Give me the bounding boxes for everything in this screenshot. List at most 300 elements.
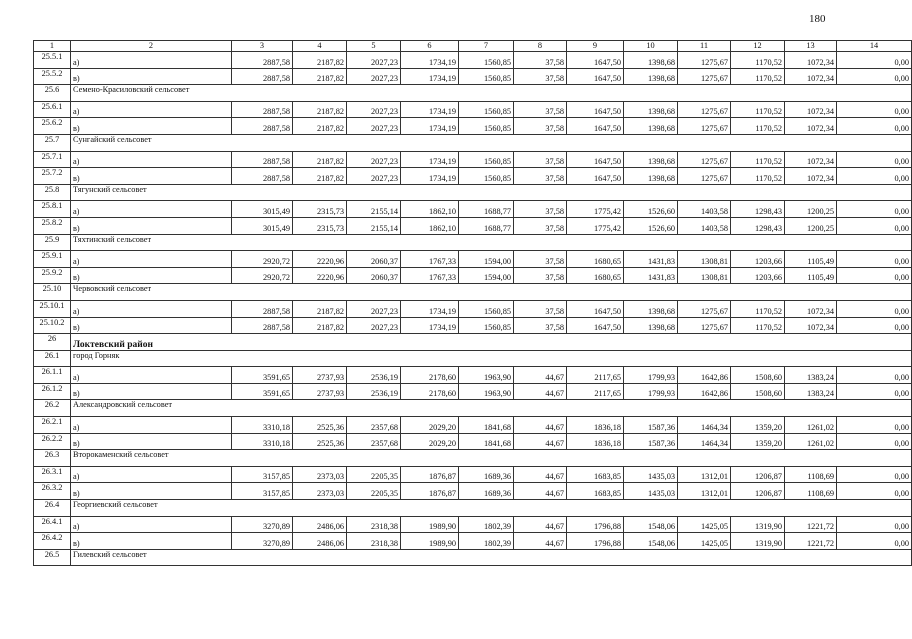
row-value: 1398,68	[624, 118, 678, 135]
row-value: 1170,52	[731, 68, 785, 85]
row-value: 1876,87	[401, 466, 459, 483]
row-value: 44,67	[514, 516, 567, 533]
row-value: 1072,34	[785, 52, 837, 69]
section-row	[34, 134, 912, 151]
row-value: 1963,90	[459, 383, 514, 400]
row-value: 1508,60	[731, 383, 785, 400]
row-value: 2029,20	[401, 433, 459, 450]
row-value: 2187,82	[293, 300, 347, 317]
row-value: 1221,72	[785, 533, 837, 550]
row-value: 2029,20	[401, 417, 459, 434]
row-value: 44,67	[514, 383, 567, 400]
row-value: 2155,14	[347, 201, 401, 218]
row-value: 1170,52	[731, 168, 785, 185]
row-code: 26.4	[34, 500, 71, 517]
row-value: 1734,19	[401, 151, 459, 168]
row-code: 25.6	[34, 85, 71, 102]
row-value: 2205,35	[347, 483, 401, 500]
row-value: 1105,49	[785, 251, 837, 268]
row-code: 25.7	[34, 134, 71, 151]
row-value: 44,67	[514, 417, 567, 434]
table-row	[34, 383, 912, 400]
row-value: 1435,03	[624, 483, 678, 500]
row-value: 1775,42	[567, 217, 624, 234]
table-row	[34, 118, 912, 135]
row-value: 1170,52	[731, 317, 785, 334]
row-value: 1862,10	[401, 201, 459, 218]
row-value: 37,58	[514, 201, 567, 218]
row-value: 2920,72	[232, 251, 293, 268]
row-value: 1464,34	[678, 417, 731, 434]
column-header: 3	[232, 41, 293, 52]
row-code: 26.5	[34, 549, 71, 566]
row-value: 1221,72	[785, 516, 837, 533]
row-value: 1642,86	[678, 367, 731, 384]
row-value: 44,67	[514, 466, 567, 483]
row-value: 2060,37	[347, 251, 401, 268]
row-value: 1802,39	[459, 516, 514, 533]
column-header: 13	[785, 41, 837, 52]
row-value: 1359,20	[731, 433, 785, 450]
row-value: 37,58	[514, 168, 567, 185]
row-value: 2187,82	[293, 118, 347, 135]
row-value: 1796,88	[567, 516, 624, 533]
row-value: 1594,00	[459, 251, 514, 268]
row-value: 1398,68	[624, 52, 678, 69]
row-label: в)	[71, 383, 232, 400]
row-title: Червовский сельсовет	[71, 284, 912, 301]
row-value: 1308,81	[678, 251, 731, 268]
row-value: 2027,23	[347, 300, 401, 317]
row-value: 0,00	[837, 317, 912, 334]
row-value: 2525,36	[293, 417, 347, 434]
row-value: 44,67	[514, 433, 567, 450]
row-value: 2373,03	[293, 466, 347, 483]
table-row	[34, 52, 912, 69]
row-value: 0,00	[837, 433, 912, 450]
row-value: 37,58	[514, 267, 567, 284]
row-value: 1508,60	[731, 367, 785, 384]
row-value: 1275,67	[678, 101, 731, 118]
row-value: 1200,25	[785, 201, 837, 218]
row-label: а)	[71, 300, 232, 317]
column-header: 6	[401, 41, 459, 52]
row-code: 25.10.2	[34, 317, 71, 334]
row-value: 1072,34	[785, 151, 837, 168]
row-value: 1734,19	[401, 300, 459, 317]
page-number: 180	[809, 13, 826, 25]
row-value: 1359,20	[731, 417, 785, 434]
row-value: 1734,19	[401, 68, 459, 85]
row-value: 2220,96	[293, 267, 347, 284]
row-value: 1688,77	[459, 201, 514, 218]
row-value: 2887,58	[232, 300, 293, 317]
row-value: 1398,68	[624, 101, 678, 118]
row-value: 1105,49	[785, 267, 837, 284]
row-code: 26.1.1	[34, 367, 71, 384]
column-header: 11	[678, 41, 731, 52]
row-value: 2887,58	[232, 101, 293, 118]
row-value: 1170,52	[731, 52, 785, 69]
column-header: 12	[731, 41, 785, 52]
row-value: 1312,01	[678, 483, 731, 500]
row-value: 1841,68	[459, 417, 514, 434]
row-code: 26.2.1	[34, 417, 71, 434]
row-value: 3157,85	[232, 466, 293, 483]
table-row	[34, 367, 912, 384]
district-row	[34, 334, 912, 351]
row-value: 1275,67	[678, 317, 731, 334]
row-value: 1398,68	[624, 168, 678, 185]
row-value: 2357,68	[347, 417, 401, 434]
row-value: 2187,82	[293, 68, 347, 85]
row-value: 2525,36	[293, 433, 347, 450]
column-header: 9	[567, 41, 624, 52]
row-value: 1799,93	[624, 383, 678, 400]
row-label: а)	[71, 151, 232, 168]
row-value: 2027,23	[347, 52, 401, 69]
row-value: 1464,34	[678, 433, 731, 450]
row-value: 1734,19	[401, 168, 459, 185]
row-value: 1203,66	[731, 267, 785, 284]
row-value: 1989,90	[401, 516, 459, 533]
table-header-row	[34, 41, 912, 52]
row-value: 37,58	[514, 68, 567, 85]
row-value: 1398,68	[624, 317, 678, 334]
row-value: 1206,87	[731, 483, 785, 500]
row-value: 1319,90	[731, 516, 785, 533]
section-row	[34, 184, 912, 201]
row-value: 1683,85	[567, 466, 624, 483]
row-label: в)	[71, 217, 232, 234]
row-value: 1876,87	[401, 483, 459, 500]
section-row	[34, 549, 912, 566]
row-label: в)	[71, 267, 232, 284]
section-row	[34, 450, 912, 467]
row-code: 25.8	[34, 184, 71, 201]
row-value: 1072,34	[785, 101, 837, 118]
row-value: 1308,81	[678, 267, 731, 284]
section-row	[34, 85, 912, 102]
row-value: 1587,36	[624, 417, 678, 434]
row-value: 2887,58	[232, 151, 293, 168]
row-title: Гилевский сельсовет	[71, 549, 912, 566]
row-value: 2187,82	[293, 168, 347, 185]
row-value: 1963,90	[459, 367, 514, 384]
row-value: 2027,23	[347, 317, 401, 334]
row-label: в)	[71, 118, 232, 135]
row-value: 1425,05	[678, 533, 731, 550]
row-value: 1989,90	[401, 533, 459, 550]
section-row	[34, 234, 912, 251]
row-code: 26	[34, 334, 71, 351]
row-value: 1526,60	[624, 217, 678, 234]
row-value: 2486,06	[293, 516, 347, 533]
row-code: 25.9	[34, 234, 71, 251]
row-value: 2887,58	[232, 52, 293, 69]
row-value: 1836,18	[567, 417, 624, 434]
row-value: 2920,72	[232, 267, 293, 284]
row-value: 0,00	[837, 52, 912, 69]
row-value: 1680,65	[567, 267, 624, 284]
row-value: 1560,85	[459, 300, 514, 317]
row-label: а)	[71, 52, 232, 69]
row-value: 0,00	[837, 267, 912, 284]
row-value: 1560,85	[459, 101, 514, 118]
row-value: 3015,49	[232, 217, 293, 234]
section-row	[34, 284, 912, 301]
row-value: 1526,60	[624, 201, 678, 218]
row-value: 2060,37	[347, 267, 401, 284]
row-value: 1275,67	[678, 68, 731, 85]
row-value: 0,00	[837, 201, 912, 218]
row-value: 1072,34	[785, 317, 837, 334]
row-label: а)	[71, 516, 232, 533]
row-value: 44,67	[514, 533, 567, 550]
table-row	[34, 533, 912, 550]
row-title: Александровский сельсовет	[71, 400, 912, 417]
row-value: 37,58	[514, 151, 567, 168]
row-label: а)	[71, 101, 232, 118]
column-header: 14	[837, 41, 912, 52]
row-value: 2315,73	[293, 217, 347, 234]
row-label: в)	[71, 483, 232, 500]
row-code: 25.9.1	[34, 251, 71, 268]
row-value: 1560,85	[459, 52, 514, 69]
row-code: 26.1.2	[34, 383, 71, 400]
row-value: 0,00	[837, 217, 912, 234]
column-header: 2	[71, 41, 232, 52]
row-value: 1275,67	[678, 151, 731, 168]
row-value: 1398,68	[624, 68, 678, 85]
column-header: 5	[347, 41, 401, 52]
row-code: 26.4.1	[34, 516, 71, 533]
row-value: 3591,65	[232, 367, 293, 384]
row-value: 1275,67	[678, 52, 731, 69]
row-value: 0,00	[837, 151, 912, 168]
section-row	[34, 400, 912, 417]
row-value: 1734,19	[401, 101, 459, 118]
row-value: 1383,24	[785, 383, 837, 400]
table-row	[34, 101, 912, 118]
row-value: 1594,00	[459, 267, 514, 284]
row-value: 1647,50	[567, 52, 624, 69]
row-label: а)	[71, 417, 232, 434]
row-value: 1862,10	[401, 217, 459, 234]
row-value: 0,00	[837, 383, 912, 400]
section-row	[34, 350, 912, 367]
row-value: 1403,58	[678, 201, 731, 218]
row-label: а)	[71, 466, 232, 483]
row-value: 2220,96	[293, 251, 347, 268]
table-row	[34, 300, 912, 317]
row-value: 2027,23	[347, 168, 401, 185]
row-code: 25.6.1	[34, 101, 71, 118]
row-value: 0,00	[837, 367, 912, 384]
row-value: 3270,89	[232, 533, 293, 550]
row-label: в)	[71, 168, 232, 185]
row-value: 1560,85	[459, 68, 514, 85]
table-row	[34, 217, 912, 234]
row-value: 1319,90	[731, 533, 785, 550]
row-value: 2187,82	[293, 101, 347, 118]
row-value: 3270,89	[232, 516, 293, 533]
row-value: 3310,18	[232, 417, 293, 434]
row-value: 2187,82	[293, 151, 347, 168]
row-value: 2187,82	[293, 52, 347, 69]
row-value: 0,00	[837, 533, 912, 550]
row-value: 2536,19	[347, 367, 401, 384]
row-code: 25.8.1	[34, 201, 71, 218]
row-value: 37,58	[514, 251, 567, 268]
row-value: 1170,52	[731, 300, 785, 317]
row-code: 25.6.2	[34, 118, 71, 135]
row-code: 26.2	[34, 400, 71, 417]
row-title: Георгиевский сельсовет	[71, 500, 912, 517]
row-value: 2373,03	[293, 483, 347, 500]
row-code: 26.3.2	[34, 483, 71, 500]
column-header: 1	[34, 41, 71, 52]
row-value: 0,00	[837, 101, 912, 118]
row-value: 2887,58	[232, 118, 293, 135]
row-value: 1647,50	[567, 317, 624, 334]
row-value: 3591,65	[232, 383, 293, 400]
row-value: 2117,65	[567, 367, 624, 384]
tariff-table	[33, 40, 912, 566]
row-value: 1398,68	[624, 151, 678, 168]
row-value: 2187,82	[293, 317, 347, 334]
row-value: 1560,85	[459, 118, 514, 135]
row-value: 1647,50	[567, 68, 624, 85]
column-header: 10	[624, 41, 678, 52]
row-value: 2887,58	[232, 68, 293, 85]
row-value: 2737,93	[293, 367, 347, 384]
table-row	[34, 68, 912, 85]
row-value: 0,00	[837, 300, 912, 317]
row-code: 25.10	[34, 284, 71, 301]
row-value: 0,00	[837, 168, 912, 185]
row-value: 1642,86	[678, 383, 731, 400]
row-value: 1548,06	[624, 516, 678, 533]
row-value: 37,58	[514, 101, 567, 118]
row-value: 1734,19	[401, 52, 459, 69]
row-label: в)	[71, 317, 232, 334]
row-value: 0,00	[837, 251, 912, 268]
row-title: Тягунский сельсовет	[71, 184, 912, 201]
row-label: в)	[71, 433, 232, 450]
row-value: 1647,50	[567, 300, 624, 317]
column-header: 4	[293, 41, 347, 52]
row-value: 1170,52	[731, 101, 785, 118]
row-value: 2117,65	[567, 383, 624, 400]
row-value: 1431,83	[624, 267, 678, 284]
row-value: 2315,73	[293, 201, 347, 218]
row-label: а)	[71, 251, 232, 268]
row-value: 2205,35	[347, 466, 401, 483]
row-title: Тяхтинский сельсовет	[71, 234, 912, 251]
row-code: 26.2.2	[34, 433, 71, 450]
row-value: 44,67	[514, 483, 567, 500]
row-code: 25.5.1	[34, 52, 71, 69]
row-value: 1275,67	[678, 168, 731, 185]
row-label: а)	[71, 367, 232, 384]
row-code: 25.8.2	[34, 217, 71, 234]
column-header: 7	[459, 41, 514, 52]
row-value: 37,58	[514, 118, 567, 135]
row-value: 2737,93	[293, 383, 347, 400]
row-code: 25.9.2	[34, 267, 71, 284]
row-value: 1802,39	[459, 533, 514, 550]
row-code: 25.10.1	[34, 300, 71, 317]
row-code: 26.3.1	[34, 466, 71, 483]
row-value: 1403,58	[678, 217, 731, 234]
table-row	[34, 267, 912, 284]
row-value: 1261,02	[785, 433, 837, 450]
row-value: 1425,05	[678, 516, 731, 533]
row-value: 1683,85	[567, 483, 624, 500]
row-value: 1108,69	[785, 483, 837, 500]
row-value: 1841,68	[459, 433, 514, 450]
row-value: 3310,18	[232, 433, 293, 450]
row-code: 25.5.2	[34, 68, 71, 85]
row-value: 1072,34	[785, 300, 837, 317]
row-value: 1275,67	[678, 118, 731, 135]
row-title: город Горняк	[71, 350, 912, 367]
row-value: 3157,85	[232, 483, 293, 500]
row-value: 37,58	[514, 52, 567, 69]
section-row	[34, 500, 912, 517]
row-value: 1108,69	[785, 466, 837, 483]
row-value: 37,58	[514, 217, 567, 234]
row-value: 1298,43	[731, 201, 785, 218]
row-code: 25.7.1	[34, 151, 71, 168]
row-value: 0,00	[837, 466, 912, 483]
row-title: Семено-Красиловский сельсовет	[71, 85, 912, 102]
row-value: 1647,50	[567, 101, 624, 118]
row-code: 25.7.2	[34, 168, 71, 185]
row-value: 1799,93	[624, 367, 678, 384]
row-value: 1072,34	[785, 168, 837, 185]
row-value: 1734,19	[401, 317, 459, 334]
row-value: 2357,68	[347, 433, 401, 450]
row-value: 2155,14	[347, 217, 401, 234]
row-value: 1203,66	[731, 251, 785, 268]
row-value: 1836,18	[567, 433, 624, 450]
row-value: 2486,06	[293, 533, 347, 550]
row-value: 1688,77	[459, 217, 514, 234]
row-value: 44,67	[514, 367, 567, 384]
row-value: 1587,36	[624, 433, 678, 450]
row-value: 0,00	[837, 483, 912, 500]
table-row	[34, 168, 912, 185]
row-value: 2318,38	[347, 516, 401, 533]
row-value: 1560,85	[459, 168, 514, 185]
row-value: 2178,60	[401, 383, 459, 400]
row-label: в)	[71, 68, 232, 85]
row-value: 1796,88	[567, 533, 624, 550]
row-value: 37,58	[514, 300, 567, 317]
row-code: 26.4.2	[34, 533, 71, 550]
table-row	[34, 417, 912, 434]
row-value: 1560,85	[459, 317, 514, 334]
table-row	[34, 483, 912, 500]
row-value: 1072,34	[785, 68, 837, 85]
row-value: 1398,68	[624, 300, 678, 317]
row-value: 1312,01	[678, 466, 731, 483]
row-value: 1689,36	[459, 466, 514, 483]
row-title: Второкаменский сельсовет	[71, 450, 912, 467]
row-value: 1680,65	[567, 251, 624, 268]
